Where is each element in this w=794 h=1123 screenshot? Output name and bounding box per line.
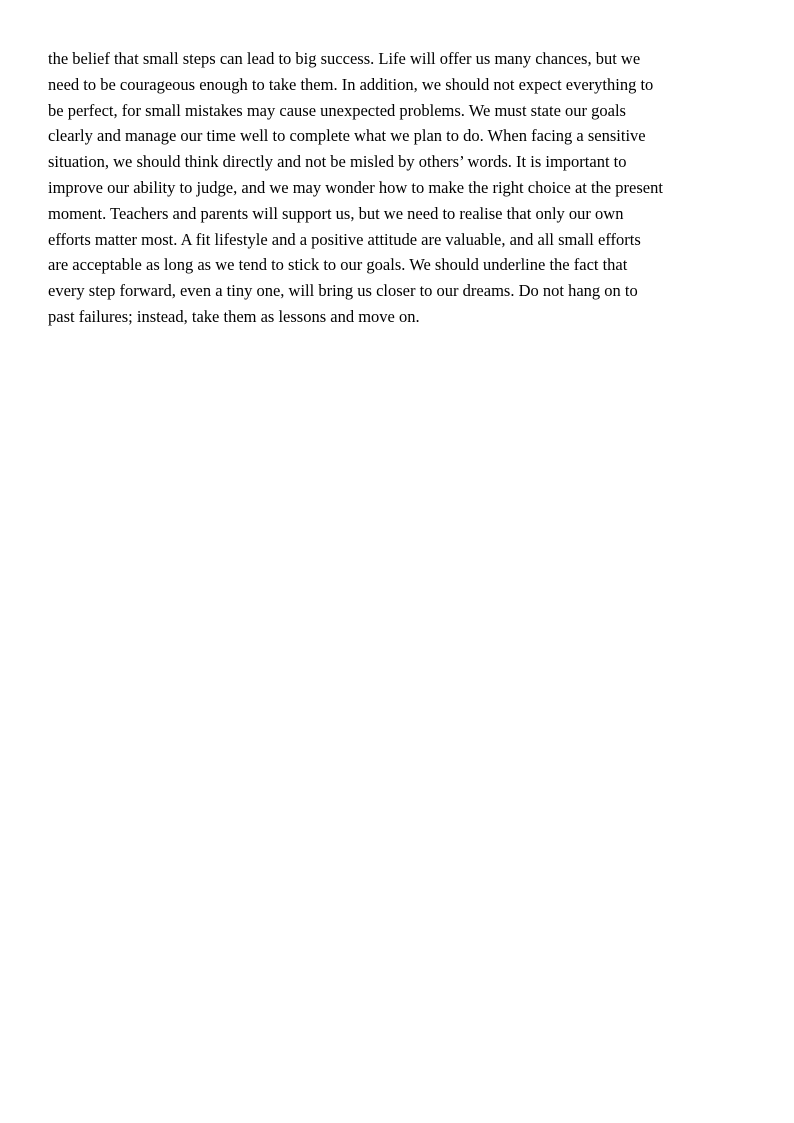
paragraph-line-2: need to be courageous enough to take them. In addition, we should not expect everything to <box>48 74 654 94</box>
paragraph-line-10: every step forward, even a tiny one, will bring us closer to our dreams. Do not hang on to <box>48 281 638 301</box>
paragraph-line-1: the belief that small steps can lead to big success. Life will offer us many chances, but we <box>48 49 641 68</box>
body-paragraph <box>48 46 758 330</box>
paragraph-line-11: past failures; instead, take them as lessons and move on. <box>48 306 420 326</box>
paragraph-line-5: situation, we should think directly and not be misled by others’ words. It is important to <box>48 152 627 172</box>
paragraph-line-8: efforts matter most. A fit lifestyle and a positive attitude are valuable, and all small efforts <box>48 229 641 249</box>
paragraph-line-4: clearly and manage our time well to complete what we plan to do. When facing a sensitive <box>48 126 646 146</box>
paragraph-line-6: improve our ability to judge, and we may wonder how to make the right choice at the present <box>48 177 663 197</box>
paragraph-line-3: be perfect, for small mistakes may cause unexpected problems. We must state our goals <box>48 100 626 120</box>
paragraph-line-9: are acceptable as long as we tend to stick to our goals. We should underline the fact that <box>48 255 628 275</box>
paragraph-line-7: moment. Teachers and parents will support us, but we need to realise that only our own <box>48 203 624 223</box>
